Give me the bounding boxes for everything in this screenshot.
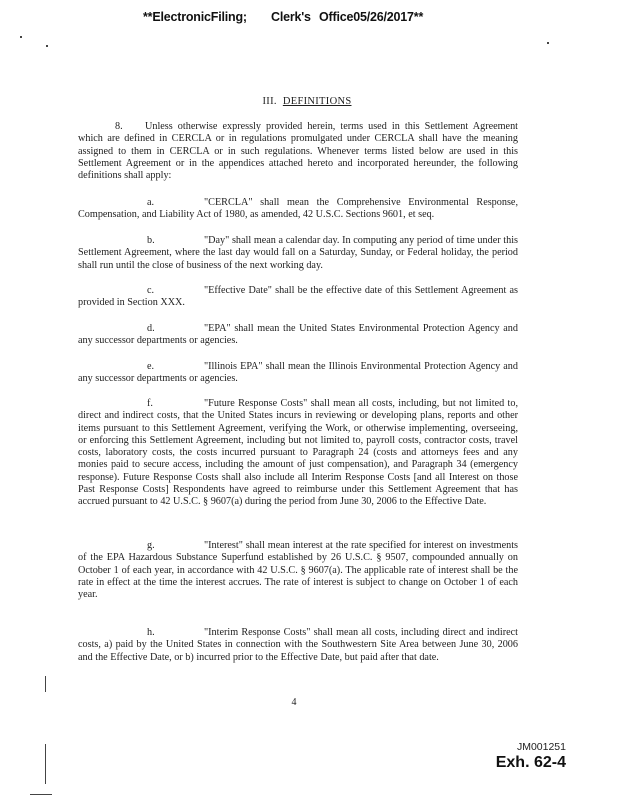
scan-edge-mark [45, 744, 46, 784]
definition-text: "Interest" shall mean interest at the rate specified for interest on investments of the EPA Hazardous Substance Superfund established by 26 U.S.C. § 9507, compounded annually on October 1 of each year, in accordance with 42 U.S.C. § 9607(a). The applicable rate of interest shall be the rate in effect at the time the interest accrues. The rate of interest is subject to change on October 1 of each year. [78, 540, 518, 601]
exhibit-label: Exh. 62-4 [495, 754, 566, 771]
section-heading [0, 96, 618, 107]
definition-text: "Future Response Costs" shall mean all costs, including, but not limited to, direct and indirect costs, that the United States incurs in reviewing or developing plans, reports and other items pursuant to this Settlement Agreement, verifying the Work, or otherwise implementing, overseeing, or enforcing this Settlement Agreement, including but not limited to, payroll costs, contractor costs, travel costs, laboratory costs, the costs incurred pursuant to Paragraph 24 (costs and attorneys fees and any monies paid to secure access, including the amount of just compensation), and Paragraph 34 (emergency response). Future Response Costs shall also include all Interim Response Costs [and all Interest on those Past Response Costs] Respondents have agreed to reimburse under this Settlement Agreement that has accrued pursuant to 42 U.S.C. § 9607(a) during the period from June 30, 2006 to the Effective Date. [78, 398, 518, 508]
definition-future-response-costs [78, 398, 518, 509]
definition-epa [78, 323, 518, 348]
definition-cercla [78, 197, 518, 222]
page-number: 4 [291, 697, 297, 708]
paragraph-label: 8. [115, 121, 123, 132]
bates-number: JM001251 [516, 741, 566, 753]
definition-text: "Illinois EPA" shall mean the Illinois Environmental Protection Agency and any successor departments or agencies. [78, 361, 518, 385]
scan-speck [20, 36, 22, 38]
scan-edge-mark [30, 794, 52, 795]
office-date-stamp-text: Office05/26/2017** [319, 10, 424, 24]
definition-illinois-epa [78, 361, 518, 386]
definition-text: "EPA" shall mean the United States Environmental Protection Agency and any successor departments or agencies. [78, 323, 518, 347]
section-title: DEFINITIONS [282, 96, 352, 107]
definition-interest [78, 540, 518, 601]
filing-stamp-text: **ElectronicFiling; [143, 10, 247, 24]
definition-effective-date [78, 285, 518, 310]
definition-text: "Effective Date" shall be the effective date of this Settlement Agreement as provided in Section XXX. [78, 285, 518, 309]
definition-label: c. [147, 285, 155, 296]
definition-label: h. [147, 627, 155, 638]
paragraph-text: Unless otherwise expressly provided herein, terms used in this Settlement Agreement which are defined in CERCLA or in regulations promulgated under CERCLA shall have the meaning assigned to them in CERCLA or in such regulations. Whenever terms listed below are used in this Settlement Agreement or in the appendices attached hereto and incorporated hereunder, the following definitions shall apply: [78, 121, 518, 182]
filing-stamp-header [143, 10, 423, 24]
definition-text: "CERCLA" shall mean the Comprehensive Environmental Response, Compensation, and Liability Act of 1980, as amended, 42 U.S.C. Sections 9601, et seq. [78, 197, 518, 221]
definition-label: b. [147, 235, 155, 246]
scan-edge-mark [45, 676, 46, 692]
definition-label: a. [147, 197, 155, 208]
scan-speck [46, 45, 48, 47]
section-number: III. [262, 96, 277, 107]
definition-text: "Interim Response Costs" shall mean all costs, including direct and indirect costs, a) paid by the United States in connection with the Southwestern Site Area between June 30, 2006 and the Effective Date, or b) incurred prior to the Effective Date, but paid after that date. [78, 627, 518, 663]
definition-label: e. [147, 361, 155, 372]
definition-interim-response-costs [78, 627, 518, 664]
definition-text: "Day" shall mean a calendar day. In computing any period of time under this Settlement Agreement, where the last day would fall on a Saturday, Sunday, or Federal holiday, the period shall run until the close of business of the next working day. [78, 235, 518, 271]
scan-speck [547, 42, 549, 44]
definition-label: g. [147, 540, 155, 551]
clerk-stamp-text: Clerk's [271, 10, 311, 24]
definition-label: f. [147, 398, 153, 409]
definition-label: d. [147, 323, 155, 334]
paragraph-8 [78, 121, 518, 182]
definition-day [78, 235, 518, 272]
